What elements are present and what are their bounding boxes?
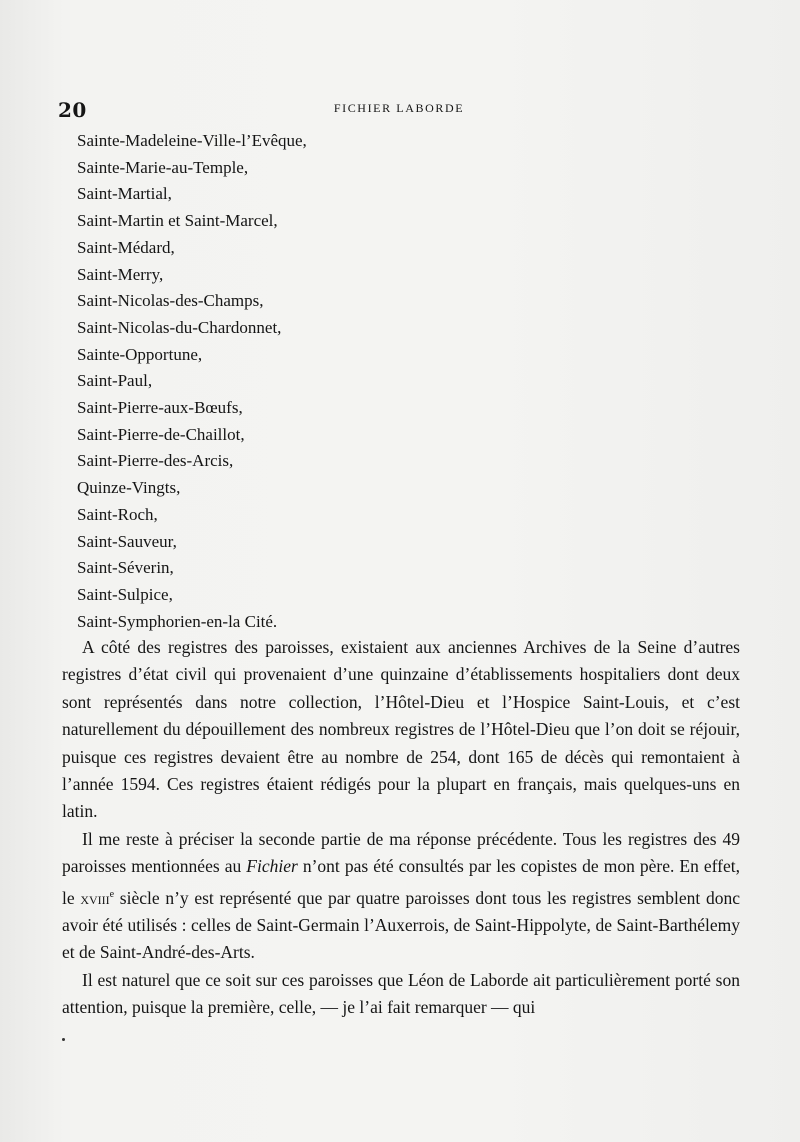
parish-item: Saint-Sulpice,: [77, 584, 173, 604]
parish-item: Saint-Séverin,: [77, 558, 174, 578]
parish-item: Saint-Pierre-des-Arcis,: [77, 451, 234, 471]
paragraph-laborde-attention: Il est naturel que ce soit sur ces paroisses que Léon de Laborde ait particulièrement porté son attention, puisque la première, celle, — je l’ai fait remarquer — qui: [62, 969, 740, 1018]
century-numeral: xviii: [80, 887, 110, 908]
running-title: FICHIER LABORDE: [333, 101, 465, 115]
paragraph-parish-registers: [62, 826, 740, 967]
paragraph-text: Il me reste à préciser la seconde partie de ma réponse précédente. Tous les registres des 49 paroisses mentionnées au: [62, 828, 740, 877]
parish-item: Saint-Martial,: [77, 184, 172, 204]
parish-item: Sainte-Marie-au-Temple,: [77, 157, 249, 177]
parish-item: Saint-Nicolas-des-Champs,: [77, 291, 264, 311]
paragraph-text: siècle n’y est représenté que par quatre paroisses dont tous les registres semblent donc avoir été utilisés : celles de Saint-Germain l’Auxerrois, de Saint-Hippolyte, de Saint-Barthélemy et de Saint-André-des-Arts.: [62, 887, 740, 963]
parish-item: Saint-Pierre-de-Chaillot,: [77, 424, 245, 444]
parish-item: Quinze-Vingts,: [77, 478, 181, 498]
parish-item: Saint-Paul,: [77, 371, 153, 391]
parish-item: Sainte-Opportune,: [77, 344, 203, 364]
body-text: [62, 634, 740, 1022]
ink-speck: [62, 1038, 65, 1041]
parish-item: Saint-Médard,: [77, 237, 175, 257]
parish-item: Saint-Symphorien-en-la Cité.: [77, 611, 278, 631]
parish-item: Saint-Roch,: [77, 504, 158, 524]
fichier-italic: Fichier: [246, 856, 298, 877]
parish-item: Saint-Pierre-aux-Bœufs,: [77, 398, 243, 418]
parish-item: Saint-Sauveur,: [77, 531, 177, 551]
parish-item: Saint-Nicolas-du-Chardonnet,: [77, 317, 282, 337]
paragraph-text: n’ont pas été consultés par les copistes de mon père. En effet, le: [62, 856, 741, 908]
parish-item: Saint-Merry,: [77, 264, 164, 284]
parish-item: Saint-Martin et Saint-Marcel,: [77, 211, 278, 231]
page-header: [58, 98, 740, 122]
page-number: 20: [58, 98, 87, 122]
parish-list: [77, 128, 307, 635]
paragraph-hospital-registers: A côté des registres des paroisses, existaient aux anciennes Archives de la Seine d’autres registres d’état civil qui provenaient d’une quinzaine d’établissements hospitaliers dont deux sont représentés dans notre collection, l’Hôtel-Dieu et l’Hospice Saint-Louis, et c’est naturellement du dépouillement des nombreux registres de l’Hôtel-Dieu que l’on doit se réjouir, puisque ces registres devaient être au nombre de 254, dont 165 de décès qui remontaient à l’année 1594. Ces registres étaient rédigés pour la plupart en français, mais quelques-uns en latin.: [62, 637, 740, 822]
parish-item: Sainte-Madeleine-Ville-l’Evêque,: [77, 131, 307, 150]
century-superscript: e: [109, 888, 115, 900]
